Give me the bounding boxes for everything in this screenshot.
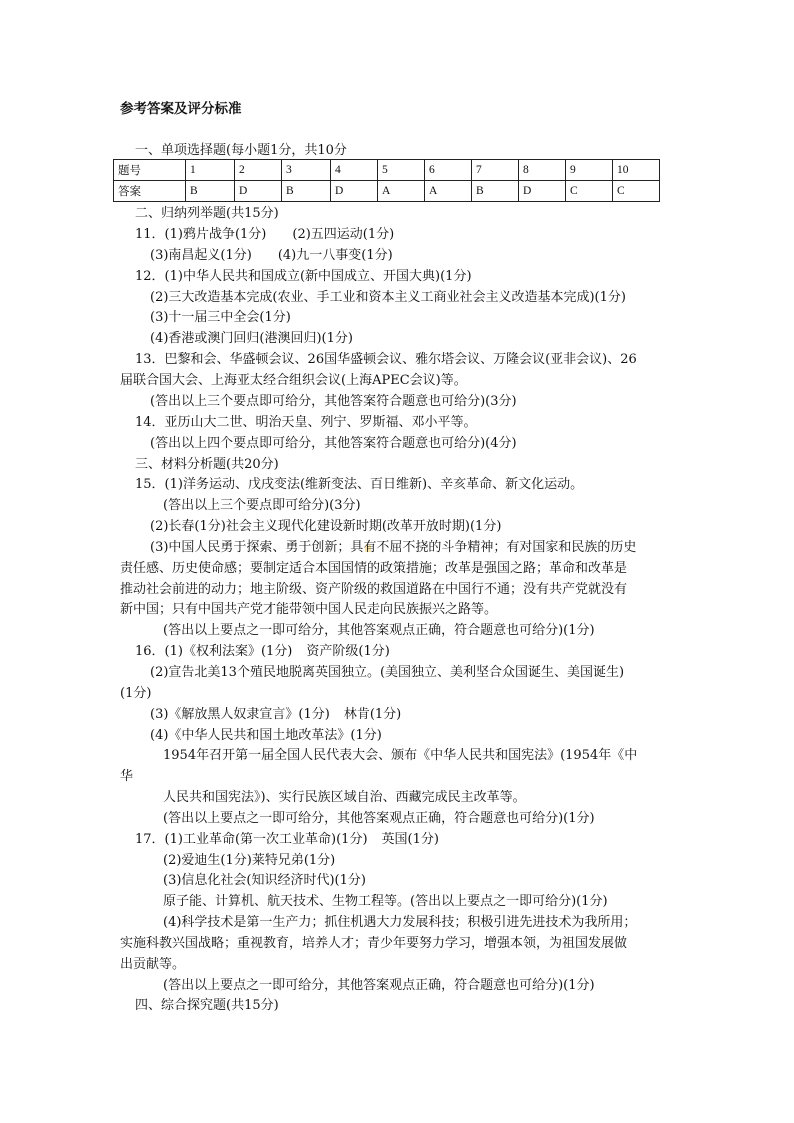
answer-item: (3)南昌起义(1分) (150, 248, 252, 263)
answer-item: (2)五四运动(1分) (292, 227, 395, 242)
answer-line: 新中国；只有中国共产党才能带领中国人民走向民族振兴之路等。 (120, 602, 498, 617)
answer-line (135, 227, 394, 243)
table-cell: 1 (186, 160, 235, 181)
table-cell: D (235, 181, 282, 202)
table-cell: D (519, 181, 566, 202)
answer-line: (2)宣告北美13个殖民地脱离英国独立。(美国独立、美利坚合众国诞生、美国诞生) (150, 665, 625, 680)
table-cell: 5 (378, 160, 425, 181)
table-cell: 6 (425, 160, 472, 181)
scoring-note: (答出以上四个要点即可给分，其他答案符合题意也可给分)(4分) (150, 436, 517, 451)
answer-line: (4)科学技术是第一生产力；抓住机遇大力发展科技；积极引进先进技术为我所用； (163, 915, 637, 930)
answer-line: 届联合国大会、上海亚太经合组织会议(上海APEC会议)等。 (120, 373, 467, 388)
table-cell: B (186, 181, 235, 202)
table-cell: A (425, 181, 472, 202)
answer-item: 17．(1)工业革命(第一次工业革命)(1分) (135, 832, 368, 847)
table-header-cell: 题号 (114, 160, 186, 181)
answer-line: 13．巴黎和会、华盛顿会议、26国华盛顿会议、雅尔塔会议、万隆会议(亚非会议)、26 (135, 352, 637, 367)
table-cell: 10 (613, 160, 660, 181)
table-cell: 4 (331, 160, 378, 181)
answer-line (150, 248, 393, 264)
document-title: 参考答案及评分标准 (120, 101, 242, 117)
answer-line: 推动社会前进的动力；地主阶级、资产阶级的救国道路在中国行不通；没有共产党就没有 (120, 582, 628, 597)
answer-line: 原子能、计算机、航天技术、生物工程等。(答出以上要点之一即可给分)(1分) (163, 894, 608, 909)
answer-line: 14．亚历山大二世、明治天皇、列宁、罗斯福、邓小平等。 (135, 415, 477, 430)
answer-line: (3)十一届三中全会(1分) (150, 310, 291, 325)
table-header-cell: 答案 (114, 181, 186, 202)
table-row (114, 160, 660, 181)
answer-line: (1分) (120, 686, 152, 701)
answer-line: 实施科教兴国战略；重视教育，培养人才；青少年要努力学习，增强本领，为祖国发展做 (120, 936, 628, 951)
section-heading: 四、综合探究题(共15分) (135, 998, 279, 1013)
answer-item: 16．(1)《权利法案》(1分) (135, 644, 293, 659)
answer-item: (3)《解放黑人奴隶宣言》(1分) (150, 707, 330, 722)
answer-line: (4)《中华人民共和国土地改革法》(1分) (150, 728, 382, 743)
answer-line: 12．(1)中华人民共和国成立(新中国成立、开国大典)(1分) (135, 269, 472, 284)
table-cell: 8 (519, 160, 566, 181)
table-cell: 3 (282, 160, 331, 181)
table-cell: D (331, 181, 378, 202)
table-cell: C (613, 181, 660, 202)
section-heading: 三、材料分析题(共20分) (135, 457, 279, 472)
table-cell: 2 (235, 160, 282, 181)
answer-line: (3)信息化社会(知识经济时代)(1分) (163, 873, 366, 888)
scoring-note: (答出以上要点之一即可给分，其他答案观点正确，符合题意也可给分)(1分) (163, 811, 595, 826)
scoring-note: (答出以上要点之一即可给分，其他答案观点正确，符合题意也可给分)(1分) (163, 623, 595, 638)
answer-item: 资产阶级(1分) (306, 644, 390, 659)
scoring-note: (答出以上要点之一即可给分，其他答案观点正确，符合题意也可给分)(1分) (163, 978, 595, 993)
section-heading: 二、归纳列举题(共15分) (135, 206, 279, 221)
answer-line: 华 (120, 769, 134, 784)
scoring-note: (答出以上三个要点即可给分)(3分) (163, 498, 361, 513)
answer-line: (2)三大改造基本完成(农业、手工业和资本主义工商业社会主义改造基本完成)(1分) (150, 290, 626, 305)
answer-line: (3)中国人民勇于探索、勇于创新；具有不屈不挠的斗争精神；有对国家和民族的历史 (150, 540, 637, 555)
answer-line: 15．(1)洋务运动、戊戌变法(维新变法、百日维新)、辛亥革命、新文化运动。 (135, 477, 584, 492)
answer-line: 1954年召开第一届全国人民代表大会、颁布《中华人民共和国宪法》(1954年《中 (163, 748, 638, 763)
answer-table (113, 159, 660, 202)
answer-line: (2)爱迪生(1分)莱特兄弟(1分) (163, 853, 336, 868)
scoring-note: (答出以上三个要点即可给分，其他答案符合题意也可给分)(3分) (150, 394, 517, 409)
table-cell: 7 (472, 160, 519, 181)
answer-item: (4)九一八事变(1分) (277, 248, 393, 263)
answer-item: 11．(1)鸦片战争(1分) (135, 227, 267, 242)
answer-line: (2)长春(1分)社会主义现代化建设新时期(改革开放时期)(1分) (150, 519, 502, 534)
answer-line (135, 644, 390, 660)
table-cell: B (282, 181, 331, 202)
table-cell: C (566, 181, 613, 202)
table-row (114, 181, 660, 202)
table-cell: B (472, 181, 519, 202)
answer-line: 人民共和国宪法》)、实行民族区域自治、西藏完成民主改革等。 (163, 790, 526, 805)
section-1-heading: 一、单项选择题(每小题1分，共10分 (135, 143, 347, 158)
answer-line: 责任感、历史使命感；要制定适合本国国情的政策措施；改革是强国之路；革命和改革是 (120, 561, 628, 576)
answer-line: (4)香港或澳门回归(港澳回归)(1分) (150, 331, 353, 346)
answer-item: 英国(1分) (381, 832, 439, 847)
table-cell: A (378, 181, 425, 202)
answer-line: 出贡献等。 (120, 957, 186, 972)
answer-item: 林肯(1分) (343, 707, 402, 722)
answer-line (150, 707, 401, 723)
answer-line (135, 832, 439, 848)
table-cell: 9 (566, 160, 613, 181)
